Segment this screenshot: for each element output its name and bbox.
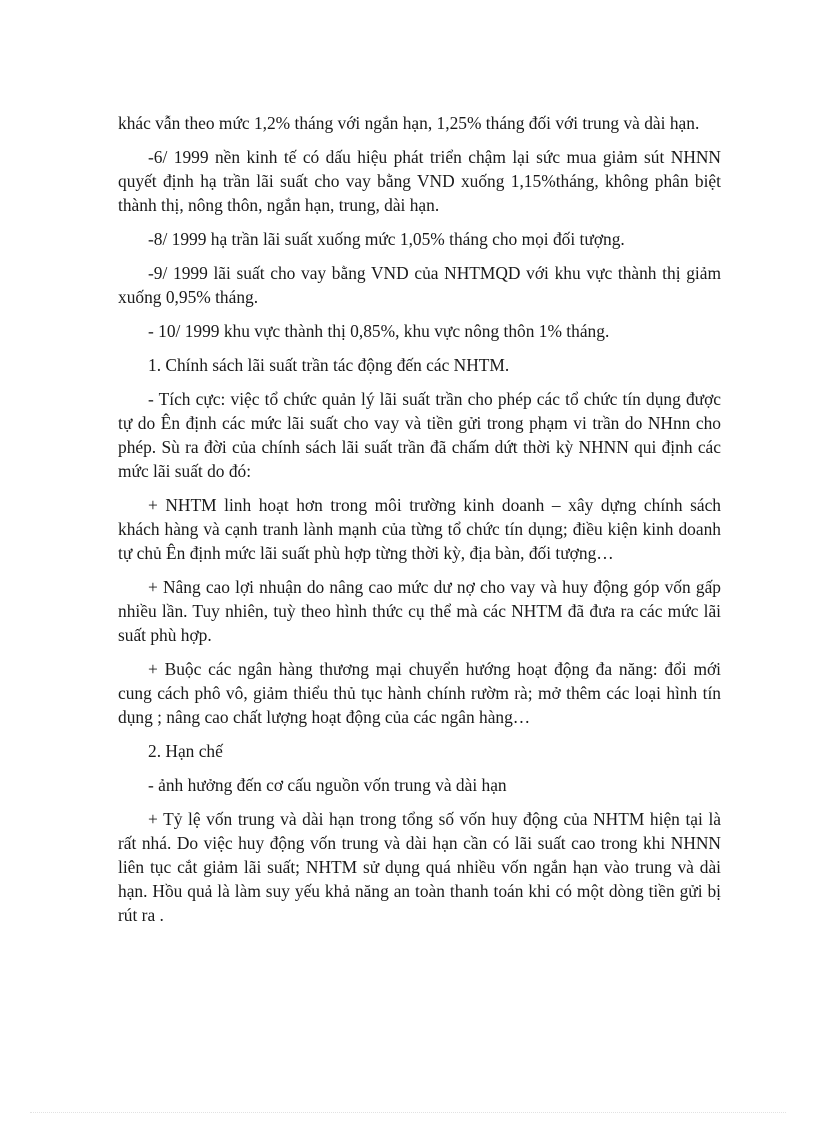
paragraph-continuation: khác vẫn theo mức 1,2% tháng với ngắn hạn, 1,25% tháng đối với trung và dài hạn. xyxy=(118,113,700,133)
paragraph-october-1999: - 10/ 1999 khu vực thành thị 0,85%, khu vực nông thôn 1% tháng. xyxy=(148,321,610,341)
section-heading-1: 1. Chính sách lãi suất trần tác động đến các NHTM. xyxy=(148,355,510,375)
bullet-profit: + Nâng cao lợi nhuận do nâng cao mức dư nợ cho vay và huy động góp vốn gấp nhiều lần. Tuy nhiên, tuỳ theo hình thức cụ thể mà các NHTM đã đưa ra các mức lãi suất phù hợp. xyxy=(118,577,721,645)
document-body xyxy=(118,111,721,937)
paragraph-june-1999: -6/ 1999 nền kinh tế có dấu hiệu phát triển chậm lại sức mua giảm sút NHNN quyết định hạ trần lãi suất cho vay bằng VND xuống 1,15%tháng, không phân biệt thành thị, nông thôn, ngắn hạn, trung, dài hạn. xyxy=(118,147,721,215)
bullet-flexibility: + NHTM linh hoạt hơn trong môi trường kinh doanh – xây dựng chính sách khách hàng và cạnh tranh lành mạnh của từng tổ chức tín dụng; điều kiện kinh doanh tự chủ Ên định mức lãi suất phù hợp từng thời kỳ, địa bàn, đối tượng… xyxy=(118,495,721,563)
bullet-multifunction: + Buộc các ngân hàng thương mại chuyển hướng hoạt động đa năng: đổi mới cung cách phô vô, giảm thiểu thủ tục hành chính rườm rà; mở thêm các loại hình tín dụng ; nâng cao chất lượng hoạt động của các ngân hàng… xyxy=(118,659,721,727)
paragraph-august-1999: -8/ 1999 hạ trần lãi suất xuống mức 1,05% tháng cho mọi đối tượng. xyxy=(148,229,625,249)
page-bottom-divider xyxy=(30,1112,786,1113)
bullet-capital-ratio: + Tỷ lệ vốn trung và dài hạn trong tổng số vốn huy động của NHTM hiện tại là rất nhá. Do việc huy động vốn trung và dài hạn cần có lãi suất cao trong khi NHNN liên tục cắt giảm lãi suất; NHTM sử dụng quá nhiều vốn ngắn hạn vào trung và dài hạn. Hồu quả là làm suy yếu khả năng an toàn thanh toán khi có một dòng tiền gửi bị rút ra . xyxy=(118,809,721,925)
section-heading-2: 2. Hạn chế xyxy=(148,741,223,761)
paragraph-limitation: - ảnh hưởng đến cơ cấu nguồn vốn trung và dài hạn xyxy=(148,775,507,795)
paragraph-positive: - Tích cực: việc tổ chức quản lý lãi suất trần cho phép các tổ chức tín dụng được tự do Ên định các mức lãi suất cho vay và tiền gửi trong phạm vi trần do NHnn cho phép. Sù ra đời của chính sách lãi suất trần đã chấm dứt thời kỳ NHNN qui định các mức lãi suất do đó: xyxy=(118,389,721,481)
paragraph-september-1999: -9/ 1999 lãi suất cho vay bằng VND của NHTMQD với khu vực thành thị giảm xuống 0,95% tháng. xyxy=(118,263,721,307)
